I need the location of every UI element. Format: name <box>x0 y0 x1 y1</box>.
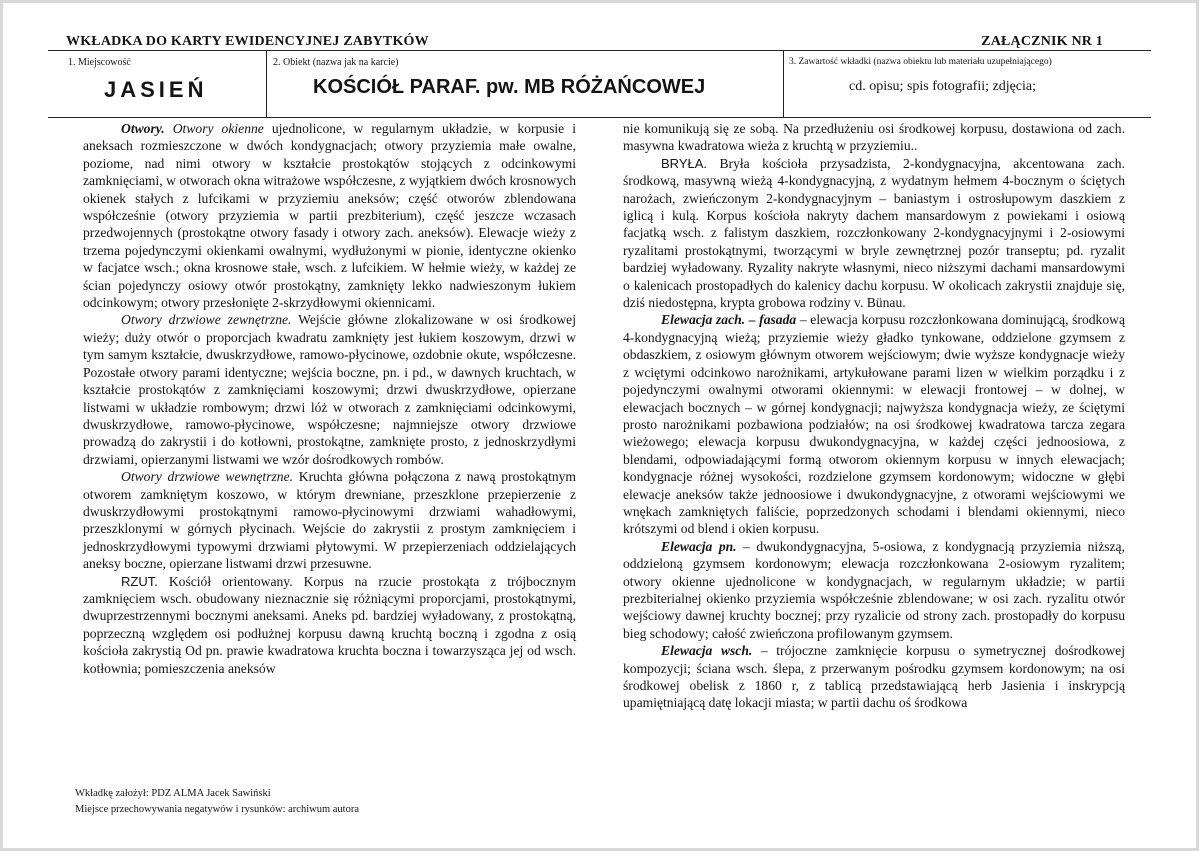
document-footer <box>75 786 359 818</box>
paragraph-lead: Elewacja pn. <box>661 538 737 554</box>
paragraph-lead: Elewacja wsch. <box>661 643 753 659</box>
locality-cell <box>62 51 262 117</box>
locality-value: JASIEŃ <box>104 77 208 102</box>
right-column <box>623 120 1125 712</box>
paragraph-north-elevation <box>623 538 1125 642</box>
paragraph-subhead: Otwory drzwiowe zewnętrzne. <box>121 312 292 328</box>
paragraph-subhead: Otwory drzwiowe wewnętrzne. <box>121 469 294 485</box>
object-cell <box>266 51 784 117</box>
contents-label: 3. Zawartość wkładki (nazwa obiektu lub materiału uzupełniającego) <box>789 57 1052 67</box>
locality-label: 1. Miejscowość <box>68 57 131 68</box>
paragraph-text: Bryła kościoła przysadzista, 2-kondygnacyjna, akcentowana zach. środkową, masywną wieżą 4-kondygnacyjną, z wydatnym hełmem 4-bocznym o ściętych narożach, zwieńczonym 2-kondygnacyjnym – baniastym i ostrosłupowym daszkiem z iglicą i kulą. Korpus kościoła nakryty dachem mansardowym z powiekami i osiową facjatką wsch. z falistym daszkiem, rozczłonkowany 2-kondygnacyjnymi i 2-osiowymi ryzalitami prostokątnymi, tworzącymi w bryle zewnętrznej pozór transeptu; pd. ryzalit bardziej wyładowany. Ryzality nakryte własnymi, nieco niższymi dachami mansardowymi o kalenicach prostopadłych do kalenicy dachu korpusu. W okolicach zakrystii znajduje się, dziś niedostępna, krypta grobowa rodziny v. Bünau. <box>623 155 1125 311</box>
paragraph-text: – trójoczne zamknięcie korpusu o symetrycznej dośrodkowej kompozycji; ściana wsch. ślepa, z przerwanym pośrodku gzymsem kordonowym; na osi środkowej obelisk z 1860 r, z tablicą przedstawiającą herb Jasienia i inskrypcją upamiętniającą datę lokacji miasta; w partii dachu oś środkowa <box>623 643 1125 711</box>
paragraph-west-facade <box>623 311 1125 537</box>
object-value: KOŚCIÓŁ PARAF. pw. MB RÓŻAŃCOWEJ <box>313 76 706 98</box>
paragraph-massing <box>623 155 1125 312</box>
contents-value: cd. opisu; spis fotografii; zdjęcia; <box>849 79 1037 94</box>
paragraph-outer-doors <box>83 311 576 468</box>
paragraph-text: – dwukondygnacyjna, 5-osiowa, z kondygnacją przyziemia niższą, oddzieloną gzymsem kordonowym; elewacja rozczłonkowana 2-osiowym ryzalitem; otwory okienne ujednolicone w kondygnacjach, w regularnym układzie; w partii prezbiterialnej okienko przyziemia współcześnie zblendowane; w osi zach. ryzalitu otwór wejściowy dawnej kruchty bocznej; przy ryzalicie od strony zach. prostopadły do korpusu bieg schodowy; całość zwieńczona profilowanym gzymsem. <box>623 538 1125 641</box>
header-table <box>48 50 1151 118</box>
attachment-number: ZAŁĄCZNIK NR 1 <box>981 34 1103 49</box>
paragraph-continuation: nie komunikują się ze sobą. Na przedłużeniu osi środkowej korpusu, dostawiona od zach. masywna kwadratowa wieża z kruchtą w przyziemiu.. <box>623 121 1125 154</box>
paragraph-lead: Elewacja zach. – fasada <box>661 312 797 328</box>
document-header <box>48 34 1151 50</box>
paragraph-lead: RZUT. <box>121 573 158 589</box>
paragraph-east-elevation <box>623 642 1125 712</box>
paragraph-lead: BRYŁA. <box>661 155 708 171</box>
author-line: Wkładkę założył: PDZ ALMA Jacek Sawiński <box>75 788 271 799</box>
paragraph-inner-doors <box>83 468 576 572</box>
paragraph-text: Kruchta główna połączona z nawą prostokątnym otworem zamkniętym koszowo, w którym drewniane, przeszklone przepierzenie z dwuskrzydłowymi prostokątnymi ramowo-płycinowymi drzwiami wahadłowymi, przeszklonymi w górnych płycinach. Wejście do zakrystii z prostym zamknięciem i jednoskrzydłowymi typowymi drzwiami płytowymi. W przepierzeniach oddzielających aneksy boczne, opierzane listwami drzwi przesuwne. <box>83 469 577 572</box>
document-title: WKŁADKA DO KARTY EWIDENCYJNEJ ZABYTKÓW <box>66 34 429 49</box>
paragraph-lead: Otwory. <box>121 121 165 136</box>
contents-cell <box>783 51 1151 117</box>
paragraph-subhead: Otwory okienne <box>172 121 264 136</box>
paragraph-text: – elewacja korpusu rozczłonkowana dominującą, środkową 4-kondygnacyjną wieżą; przyziemie wieży gładko tynkowane, oddzielone gzymsem z obdaszkiem, z osiowym głównym otworem wejściowym; dwie wyższe kondygnacje wieży z wciętymi odcinkowo narożnikami, artykułowane parami lizen w wielkim porządku i z pojedynczymi owalnymi otworami okiennymi: w elewacji frontowej – w dolnej, w elewacjach bocznych – w górnej kondygnacji; najwyższa kondygnacja wieży, ze ściętymi prosto narożnikami pozbawiona podziałów; na osi środkowej kwadratowa tarcza zegara wieżowego; elewacja korpusu dwukondygnacyjna, w każdej części jednoosiowa, z blendami, odpowiadającymi formą otworom okiennym korpusu w innych elewacjach; kondygnacje różnej wysokości, rozdzielone gzymsem kordonowym; widoczne w głębi elewacje aneksów także jednoosiowe i dwukondygnacyjne, z otworami wejściowymi we wnękach zamkniętych faliście, poprzedzonych schodami i blendami okiennymi, nieco krótszymi od blend i okien korpusu. <box>623 312 1125 537</box>
paragraph-window-openings <box>83 120 576 311</box>
paragraph-plan <box>83 573 576 677</box>
left-column <box>83 120 576 677</box>
object-label: 2. Obiekt (nazwa jak na karcie) <box>273 57 399 68</box>
storage-line: Miejsce przechowywania negatywów i rysunków: archiwum autora <box>75 804 359 815</box>
paragraph-text: ujednolicone, w regularnym układzie, w korpusie i aneksach rozmieszczone w dwóch kondygnacjach; otwory przyziemia małe owalne, poziome, nad nimi otwory w kształcie prostokątów stojących z odcinkowymi zamknięciami, w otworach okna witrażowe współczesne, z wyjątkiem dwóch krosnowych okienek stałych z lufcikami w przyziemiu aneksów; część otworów zblendowana współcześnie (otwory przyziemia w partii prezbiterium), część jeszcze wczasach przedwojennych (prostokątne otwory fasady i otwory zach. aneksów). Elewacje wieży z trzema pojedynczymi okienkami owalnymi, wydłużonymi w pionie, identyczne okienko w facjatce wsch.; okna krosnowe stałe, wsch. z lufcikiem. W hełmie wieży, w każdej ze ścian pojedynczy osiowy otwór prostokątny, zamknięty lekko nadwieszonym łukiem odcinkowym; otwory przesłonięte 2-skrzydłowymi okiennicami. <box>83 121 577 311</box>
paragraph-text: Wejście główne zlokalizowane w osi środkowej wieży; duży otwór o proporcjach kwadratu zamknięty jest łukiem koszowym, drzwi w tym samym kształcie, dwuskrzydłowe, ramowo-płycinowe, ozdobnie okute, współczesne. Pozostałe otwory parami identyczne; wejścia boczne, pn. i pd., w dawnych kruchtach, w kształcie prostokątów z zamknięciami koszowymi; drzwi dwuskrzydłowe, opierzane listwami w układzie rombowym; drzwi lóż w otworach z zamknięciami odcinkowymi, dwuskrzydłowe, ramowo-płycinowe, współczesne; najmniejsze otwory drzwiowe prowadzą do zakrystii i do kotłowni, prostokątne, zamknięte prosto, z jednoskrzydłymi drzwiami, opierzanymi listwami we wzór dośrodkowych rombów. <box>83 312 576 467</box>
paragraph-text: Kościół orientowany. Korpus na rzucie prostokąta z trójbocznym zamknięciem wsch. obudowany nieznacznie się różniącymi proporcjami, prostokątnymi, dwuprzestrzennymi bocznymi aneksami. Aneks pd. bardziej wyładowany, z prostokątną, poprzeczną względem osi podłużnej korpusu dawną kruchtą boczną i zgodna z osią kościoła zakrystią Od pn. prawie kwadratowa kruchta boczna i towarzysząca jej od wsch. kotłownia; pomieszczenia aneksów <box>83 573 576 676</box>
